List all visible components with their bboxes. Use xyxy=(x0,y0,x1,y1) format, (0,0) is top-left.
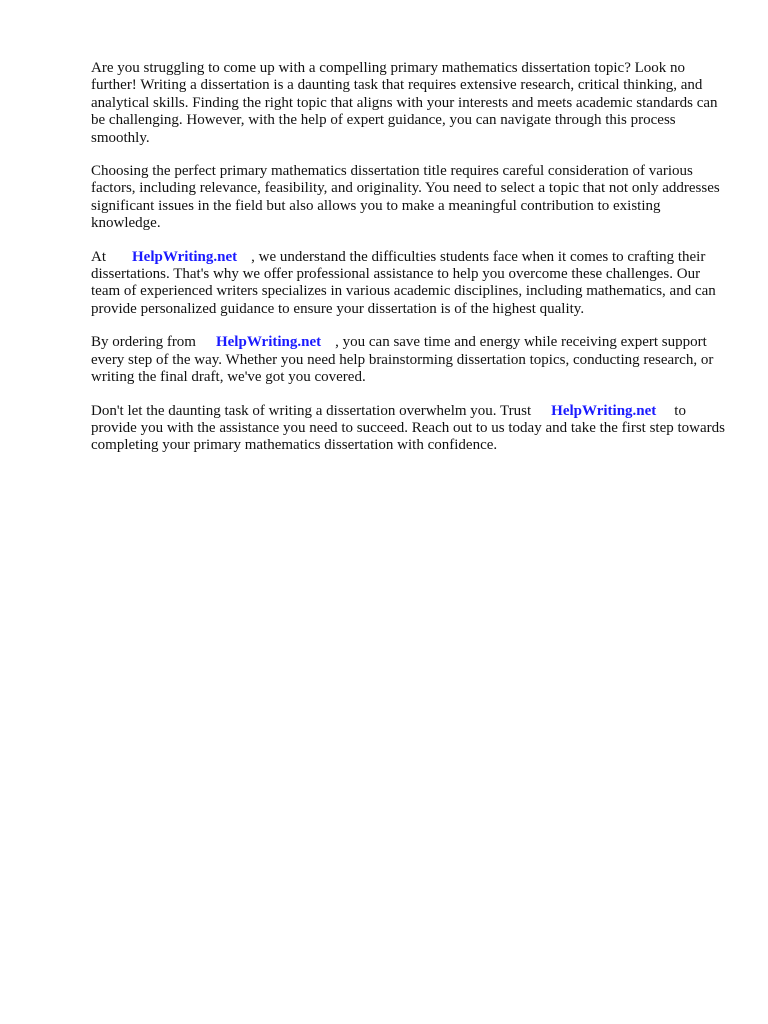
paragraph-4-lead-text: By ordering from xyxy=(91,334,196,351)
paragraph-3-body-text: , we understand the difficulties students face when it comes to crafting their dissertations. That's why we offer professional assistance to help you overcome these challenges. Our team of experienced writers specializes in various academic disciplines, including mathematics, and can provide personalized guidance to ensure your dissertation is of the highest quality. xyxy=(91,248,716,317)
paragraph-ordering xyxy=(91,334,731,386)
helpwriting-link[interactable]: HelpWriting.net xyxy=(215,334,322,351)
document-page xyxy=(91,60,731,471)
helpwriting-link[interactable]: HelpWriting.net xyxy=(551,402,657,419)
paragraph-about-service xyxy=(91,249,731,319)
helpwriting-link[interactable]: HelpWriting.net xyxy=(132,248,238,265)
paragraph-5-body-text: to provide you with the assistance you need to succeed. Reach out to us today and take the first step towards completing your primary mathematics dissertation with confidence. xyxy=(91,402,725,454)
paragraph-3-lead-text: At xyxy=(91,248,106,265)
paragraph-choosing-title: Choosing the perfect primary mathematics dissertation title requires careful consideration of various factors, including relevance, feasibility, and originality. You need to select a topic that not only addresses significant issues in the field but also allows you to make a meaningful contribution to existing knowledge. xyxy=(91,163,720,232)
paragraph-4-body-text: , you can save time and energy while receiving expert support every step of the way. Whether you need help brainstorming dissertation topics, conducting research, or writing the final draft, we've got you covered. xyxy=(91,334,714,386)
paragraph-5-lead-text: Don't let the daunting task of writing a dissertation overwhelm you. Trust xyxy=(91,402,532,419)
paragraph-intro: Are you struggling to come up with a compelling primary mathematics dissertation topic? Look no further! Writing a dissertation is a daunting task that requires extensive research, critical thinking, and analytical skills. Finding the right topic that aligns with your interests and meets academic standards can be challenging. However, with the help of expert guidance, you can navigate through this process smoothly. xyxy=(91,60,718,146)
paragraph-call-to-action xyxy=(91,403,731,455)
